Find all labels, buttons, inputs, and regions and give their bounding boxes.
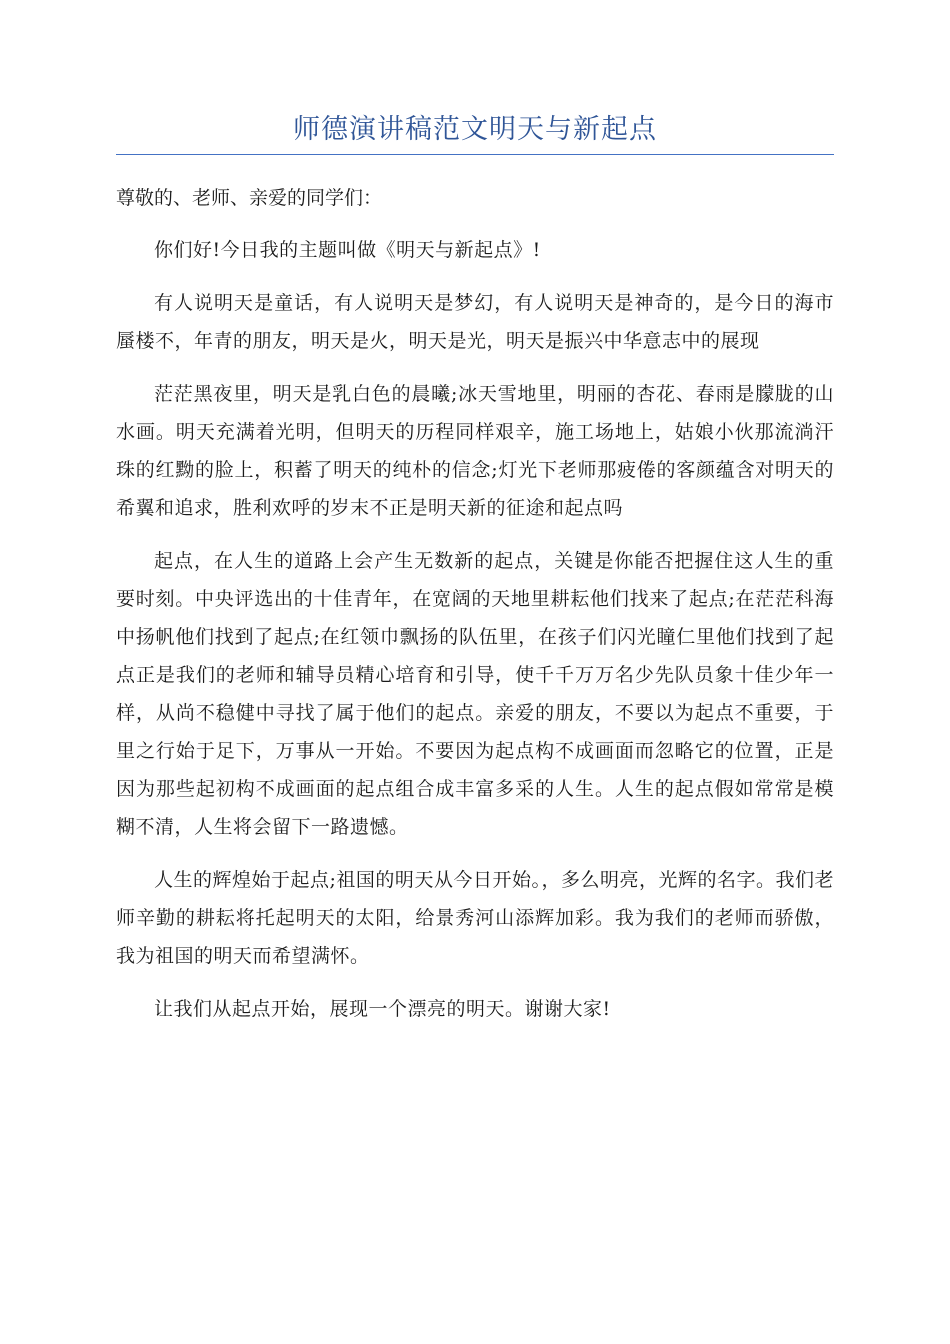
paragraph-closing: 让我们从起点开始，展现一个漂亮的明天。谢谢大家! bbox=[154, 998, 611, 1020]
paragraph-greeting: 你们好!今日我的主题叫做《明天与新起点》! bbox=[154, 239, 541, 261]
paragraph-night: 茫茫黑夜里，明天是乳白色的晨曦;冰天雪地里，明丽的杏花、春雨是朦胧的山水画。明天充满着光明，但明天的历程同样艰辛，施工场地上，姑娘小伙那流淌汗珠的红黝的脸上，积蓄了明天的纯朴的信念;灯光下老师那疲倦的客颜蕴含对明天的希翼和追求，胜利欢呼的岁末不正是明天新的征途和起点吗 bbox=[116, 383, 834, 519]
document-title: 师德演讲稿范文明天与新起点 bbox=[116, 110, 834, 155]
paragraph-tomorrow: 有人说明天是童话，有人说明天是梦幻，有人说明天是神奇的，是今日的海市蜃楼不，年青的朋友，明天是火，明天是光，明天是振兴中华意志中的展现 bbox=[116, 292, 834, 352]
paragraph-glory: 人生的辉煌始于起点;祖国的明天从今日开始。，多么明亮，光辉的名字。我们老师辛勤的耕耘将托起明天的太阳，给景秀河山添辉加彩。我为我们的老师而骄傲，我为祖国的明天而希望满怀。 bbox=[116, 869, 834, 967]
salutation: 尊敬的、老师、亲爱的同学们： bbox=[116, 187, 383, 209]
paragraph-starting-point: 起点，在人生的道路上会产生无数新的起点，关键是你能否把握住这人生的重要时刻。中央评选出的十佳青年，在宽阔的天地里耕耘他们找来了起点;在茫茫科海中扬帆他们找到了起点;在红领巾飘扬的队伍里，在孩子们闪光瞳仁里他们找到了起点正是我们的老师和辅导员精心培育和引导，使千千万万名少先队员象十佳少年一样，从尚不稳健中寻找了属于他们的起点。亲爱的朋友，不要以为起点不重要，于里之行始于足下，万事从一开始。不要因为起点构不成画面而忽略它的位置，正是因为那些起初构不成画面的起点组合成丰富多采的人生。人生的起点假如常常是模糊不清，人生将会留下一路遗憾。 bbox=[116, 550, 834, 838]
document-page bbox=[116, 110, 834, 1043]
